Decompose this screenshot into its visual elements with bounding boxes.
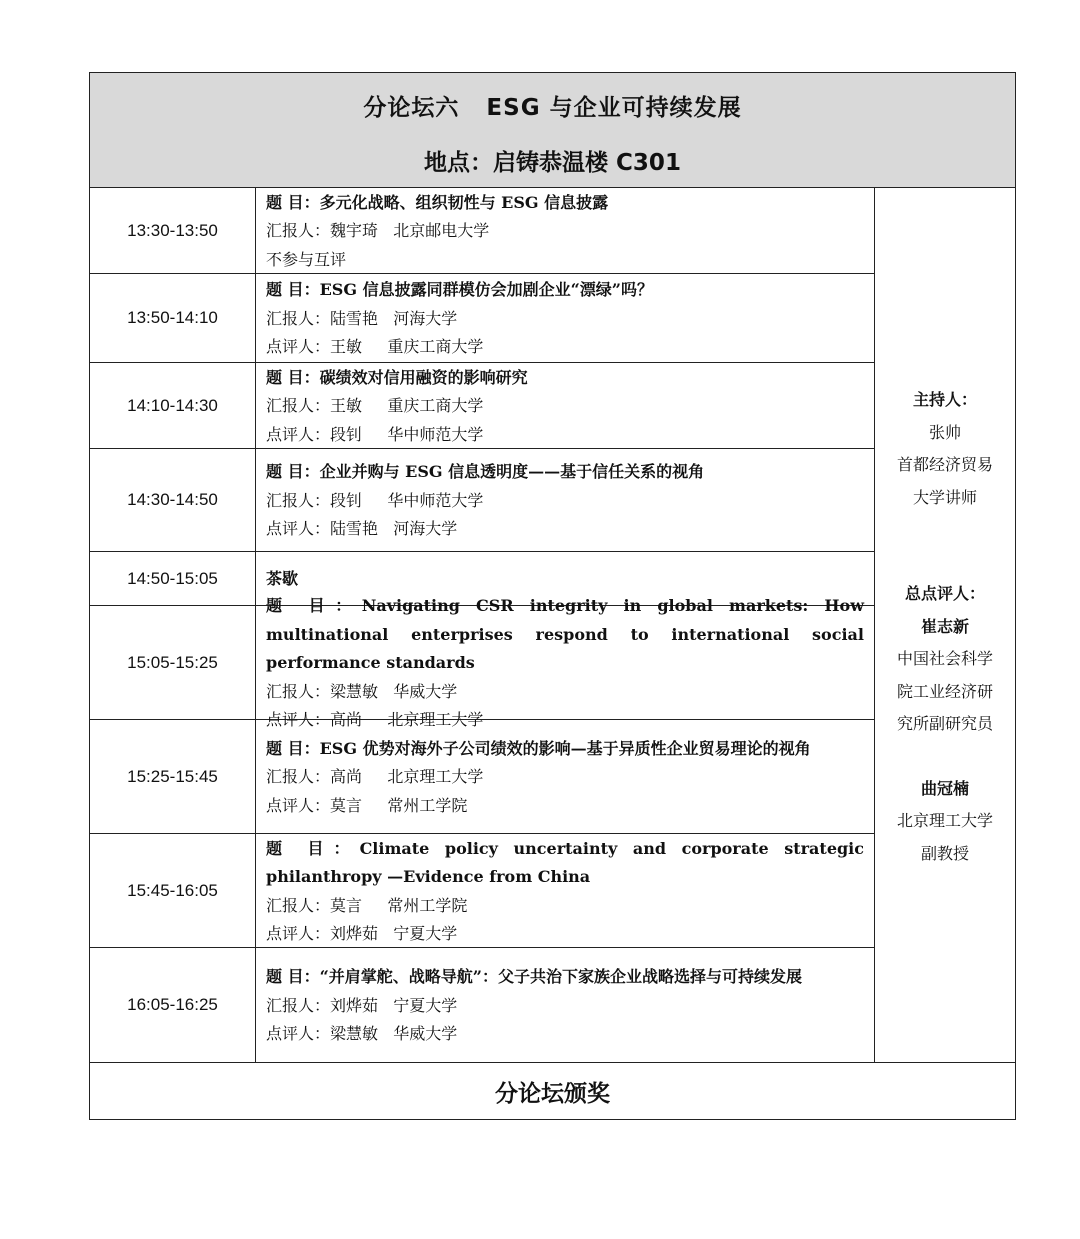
host-org-line: 大学讲师 [912, 487, 977, 507]
title-text: ESG 信息披露同群模仿会加剧企业“漂绿”吗？ [319, 280, 653, 300]
session-title [266, 276, 864, 305]
session-reporter: 汇报人：高尚 北京理工大学 [266, 767, 484, 787]
session-reviewer: 点评人：高尚 北京理工大学 [266, 710, 484, 730]
session-title [266, 458, 864, 487]
table-row [90, 720, 874, 834]
title-label: 题 目： [266, 596, 362, 616]
session-title [266, 735, 864, 764]
hosts-column [875, 188, 1015, 1062]
session-reviewer: 点评人：段钊 华中师范大学 [266, 424, 484, 444]
table-row [90, 449, 874, 552]
session-reviewer: 不参与互评 [266, 249, 347, 269]
session-reporter: 汇报人：段钊 华中师范大学 [266, 490, 484, 510]
chief-reviewer-name: 崔志新 [920, 616, 969, 636]
chief-reviewer-org-line: 中国社会科学 [896, 649, 993, 668]
table-row [90, 188, 874, 274]
session-content [256, 948, 874, 1062]
session-reviewer: 点评人：梁慧敏 华威大学 [266, 1024, 458, 1044]
break-label: 茶歇 [266, 569, 299, 589]
session-reporter: 汇报人：陆雪艳 河海大学 [266, 308, 458, 328]
award-ceremony: 分论坛颁奖 [495, 1080, 610, 1107]
title-text: Climate policy uncertainty and corporate strategic philanthropy —Evidence from China [266, 838, 865, 886]
title-label: 题 目： [266, 280, 320, 300]
title-text: 碳绩效对信用融资的影响研究 [319, 367, 528, 387]
session-title [266, 189, 864, 218]
session-reviewer: 点评人：莫言 常州工学院 [266, 795, 468, 815]
table-row [90, 948, 874, 1062]
session-content [256, 449, 874, 551]
forum-title: 分论坛六 ESG 与企业可持续发展 [363, 95, 742, 121]
session-list [90, 188, 875, 1062]
session-content [256, 834, 874, 947]
table-row [90, 834, 874, 948]
chief-reviewer-org-line: 北京理工大学 [896, 811, 993, 830]
session-reporter: 汇报人：莫言 常州工学院 [266, 895, 468, 915]
title-label: 题 目： [266, 462, 320, 482]
session-reviewer: 点评人：王敏 重庆工商大学 [266, 337, 484, 357]
chief-reviewer-org-line: 院工业经济研 [896, 681, 993, 701]
title-label: 题 目： [266, 738, 320, 758]
chief-reviewer-label: 总点评人： [904, 584, 985, 603]
session-time: 15:25-15:45 [90, 720, 256, 833]
session-title [266, 835, 864, 892]
session-time: 13:30-13:50 [90, 188, 256, 273]
chief-reviewer-org-line: 副教授 [920, 843, 969, 863]
session-reporter: 汇报人：魏宇琦 北京邮电大学 [266, 221, 490, 241]
title-label: 题 目： [266, 192, 320, 212]
session-reporter: 汇报人：刘烨茹 宁夏大学 [266, 995, 458, 1015]
session-reporter: 汇报人：王敏 重庆工商大学 [266, 396, 484, 416]
title-text: Navigating CSR integrity in global markets: How multinational enterprises respond to international social performance standards [266, 596, 864, 673]
session-time: 15:45-16:05 [90, 834, 256, 947]
schedule-body [90, 188, 1015, 1063]
title-label: 题 目： [266, 838, 360, 858]
session-time: 13:50-14:10 [90, 274, 256, 362]
session-time: 15:05-15:25 [90, 606, 256, 719]
schedule-table [89, 72, 1016, 1120]
title-label: 题 目： [266, 367, 320, 387]
session-title [266, 592, 864, 678]
host-label: 主持人： [912, 390, 977, 409]
table-row [90, 274, 874, 363]
session-content [256, 720, 874, 833]
session-content [256, 363, 874, 448]
title-text: “并肩掌舵、战略导航”：父子共治下家族企业战略选择与可持续发展 [319, 967, 802, 987]
session-title [266, 963, 864, 992]
forum-venue: 地点：启铸恭温楼 C301 [424, 150, 681, 176]
title-text: 多元化战略、组织韧性与 ESG 信息披露 [319, 192, 609, 212]
table-row [90, 596, 874, 730]
session-content [256, 596, 874, 730]
table-header [90, 73, 1015, 188]
session-reporter: 汇报人：梁慧敏 华威大学 [266, 681, 458, 701]
session-time: 14:30-14:50 [90, 449, 256, 551]
host-org-line: 首都经济贸易 [896, 455, 993, 474]
session-title [266, 364, 864, 393]
session-time: 16:05-16:25 [90, 948, 256, 1062]
title-text: ESG 优势对海外子公司绩效的影响—基于异质性企业贸易理论的视角 [319, 738, 811, 758]
title-text: 企业并购与 ESG 信息透明度——基于信任关系的视角 [319, 462, 705, 482]
session-content [256, 188, 874, 273]
session-content [256, 274, 874, 362]
host-name: 张帅 [928, 422, 961, 442]
session-time: 14:10-14:30 [90, 363, 256, 448]
session-reviewer: 点评人：刘烨茹 宁夏大学 [266, 924, 458, 943]
session-reviewer: 点评人：陆雪艳 河海大学 [266, 519, 458, 539]
session-time: 14:50-15:05 [90, 552, 256, 605]
title-label: 题 目： [266, 967, 320, 987]
chief-reviewer-name: 曲冠楠 [920, 778, 969, 798]
chief-reviewer-org-line: 究所副研究员 [896, 714, 993, 733]
table-row [90, 363, 874, 449]
